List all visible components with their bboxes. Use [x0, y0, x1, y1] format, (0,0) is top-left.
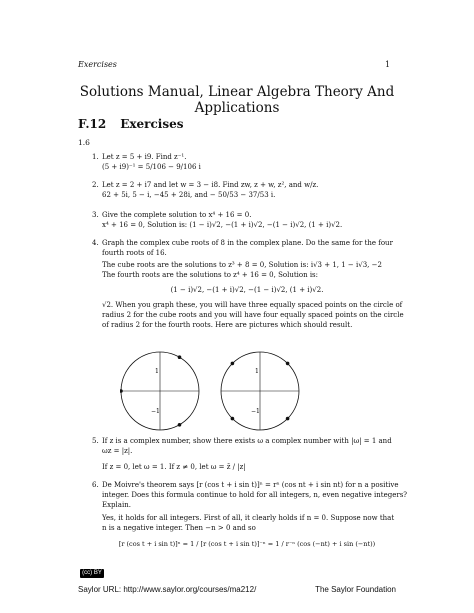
tick-label-pos: 1 [155, 368, 159, 375]
tick-label-neg: −1 [251, 408, 260, 415]
item-text: The fourth roots are the solutions to z⁴ + 16 = 0, Solution is: [102, 271, 319, 279]
item-number: 2. [92, 181, 99, 189]
root-point [231, 417, 235, 421]
item-text: If z is a complex number, show there exists ω a complex number with |ω| = 1 and [102, 437, 392, 445]
item-number: 3. [92, 211, 99, 219]
root-point [178, 355, 182, 359]
item-text: (5 + i9)⁻¹ = 5/106 − 9/106 i [102, 163, 201, 171]
item-text: Graph the complex cube roots of 8 in the complex plane. Do the same for the four [102, 239, 393, 247]
root-point [178, 423, 182, 427]
running-title: Exercises [78, 60, 117, 69]
item-text: Yes, it holds for all integers. First of all, it clearly holds if n = 0. Suppose now that [102, 514, 395, 522]
section-label: Exercises [120, 117, 184, 131]
item-text: 62 + 5i, 5 − i, −45 + 28i, and − 50/53 − 37/53 i. [102, 191, 276, 199]
item-display-math: (1 − i)√2, −(1 + i)√2, −(1 − i)√2, (1 + i)√2. [170, 286, 324, 294]
title-line-2: Applications [194, 100, 280, 116]
section-number: F.12 [78, 117, 107, 131]
item-text: radius 2 for the cube roots and you will have four equally spaced points on the circle [102, 311, 404, 319]
document-title [0, 84, 474, 116]
item-text: Let z = 5 + i9. Find z⁻¹. [102, 153, 187, 161]
footer-url[interactable]: Saylor URL: http://www.saylor.org/courses/ma212/ [78, 585, 257, 594]
root-point [286, 417, 290, 421]
item-text: ωz = |z|. [102, 447, 133, 455]
footer-organization: The Saylor Foundation [315, 585, 396, 594]
tick-label-pos: 1 [255, 368, 259, 375]
subsection-number: 1.6 [78, 138, 90, 147]
item-number: 6. [92, 481, 99, 489]
item-text: of radius 2 for the fourth roots. Here are pictures which should result. [102, 321, 353, 329]
item-text: n is a negative integer. Then −n > 0 and so [102, 524, 256, 532]
item-text: If z = 0, let ω = 1. If z ≠ 0, let ω = z̄ / |z| [102, 463, 246, 471]
roots-figure-svg [120, 350, 320, 432]
root-point [286, 362, 290, 366]
root-point [120, 389, 123, 393]
item-text: Let z = 2 + i7 and let w = 3 − i8. Find zw, z + w, z², and w/z. [102, 181, 319, 189]
tick-label-neg: −1 [151, 408, 160, 415]
item-text: √2. When you graph these, you will have three equally spaced points on the circle of [102, 301, 403, 309]
item-text: integer. Does this formula continue to hold for all integers, n, even negative integers? [102, 491, 408, 499]
license-badge: (cc) BY [80, 569, 104, 578]
roots-figure [120, 350, 320, 436]
fourth-roots-plot [221, 352, 299, 430]
title-line-1: Solutions Manual, Linear Algebra Theory And [79, 84, 395, 100]
root-point [231, 362, 235, 366]
item-text: Explain. [102, 501, 131, 509]
item-text: The cube roots are the solutions to z³ + 8 = 0, Solution is: i√3 + 1, 1 − i√3, −2 [102, 261, 382, 269]
item-text: Give the complete solution to x⁴ + 16 = 0. [102, 211, 252, 219]
item-number: 1. [92, 153, 99, 161]
item-display-math: [r (cos t + i sin t)]ⁿ = 1 / [r (cos t + i sin t)]⁻ⁿ = 1 / r⁻ⁿ (cos (−nt) + i sin (−nt)) [118, 540, 376, 548]
page-number: 1 [385, 60, 391, 69]
item-text: De Moivre's theorem says [r (cos t + i sin t)]ⁿ = rⁿ (cos nt + i sin nt) for n a positive [102, 481, 399, 489]
item-text: x⁴ + 16 = 0, Solution is: (1 − i)√2, −(1 + i)√2, −(1 − i)√2, (1 + i)√2. [102, 221, 343, 229]
item-number: 4. [92, 239, 99, 247]
item-number: 5. [92, 437, 99, 445]
section-heading [78, 117, 183, 131]
cube-roots-plot [120, 352, 199, 430]
item-text: fourth roots of 16. [102, 249, 167, 257]
